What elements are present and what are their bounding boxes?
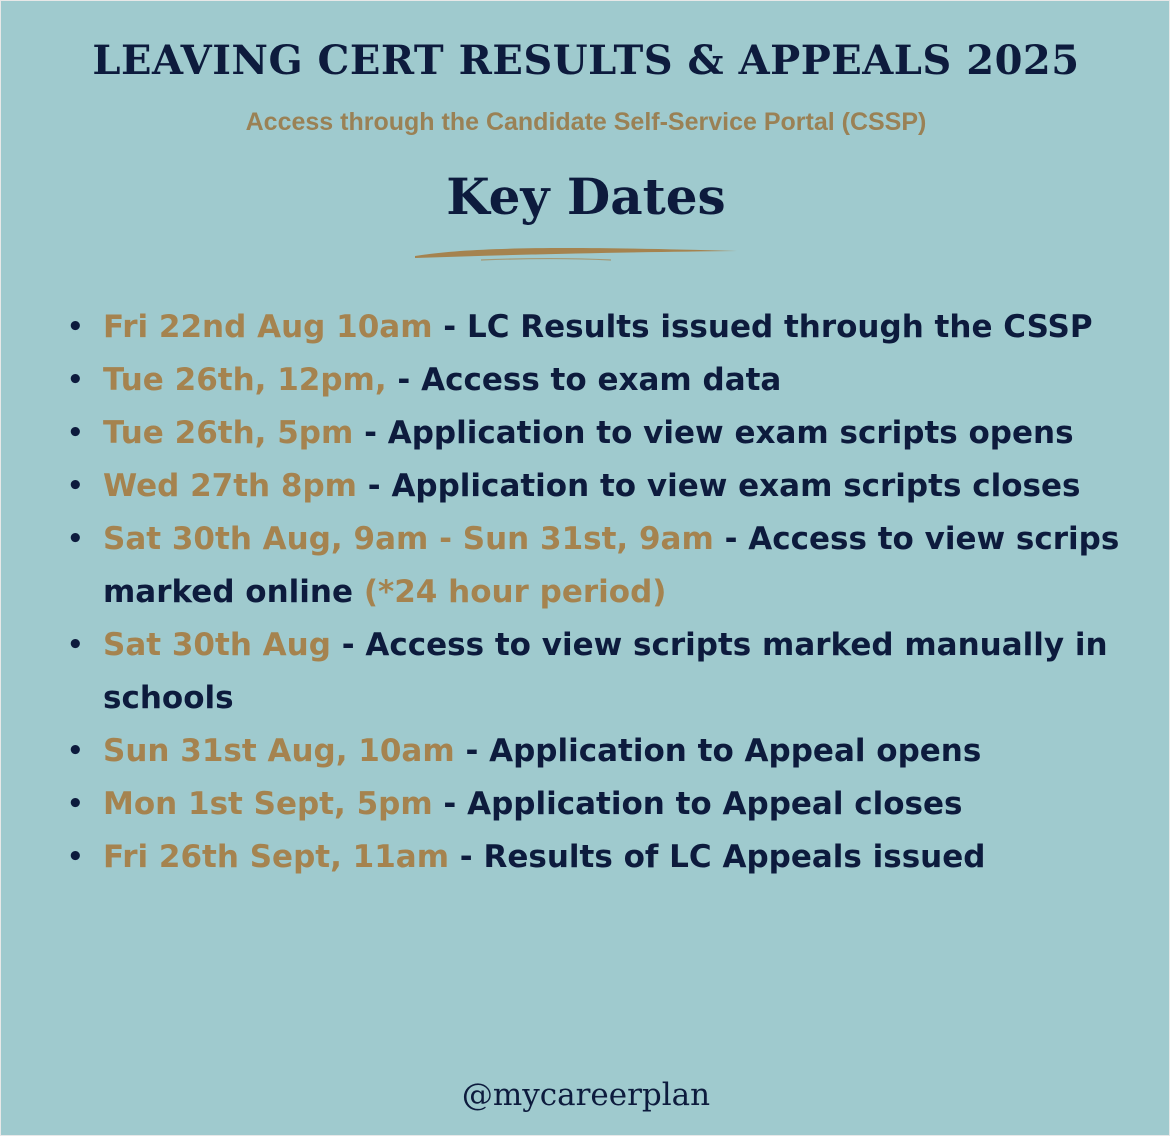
list-item — [1, 619, 1170, 725]
item-text: Results of LC Appeals issued — [483, 839, 986, 875]
item-separator: - — [330, 627, 366, 663]
item-separator: - — [432, 786, 468, 822]
list-item — [1, 460, 1170, 513]
item-date: Wed 27th 8pm — [103, 468, 357, 504]
item-text: Application to view exam scripts opens — [387, 415, 1074, 451]
item-separator: - — [353, 415, 388, 451]
bullet-icon: • — [67, 842, 84, 872]
bullet-icon: • — [67, 736, 84, 766]
item-text: Application to view exam scripts closes — [391, 468, 1081, 504]
item-separator: - — [356, 468, 392, 504]
gold-brush-divider — [411, 241, 741, 267]
bullet-icon: • — [67, 789, 84, 819]
item-text: LC Results issued through the CSSP — [466, 309, 1093, 345]
poster-title: LEAVING CERT RESULTS & APPEALS 2025 — [92, 37, 1080, 84]
poster-subtitle: Access through the Candidate Self-Service Portal (CSSP) — [245, 108, 927, 136]
item-date: Fri 26th Sept, 11am — [103, 839, 450, 875]
item-date: Mon 1st Sept, 5pm — [103, 786, 433, 822]
key-dates-list — [1, 301, 1170, 884]
list-item — [1, 301, 1170, 354]
item-separator: - — [432, 309, 467, 345]
bullet-icon: • — [67, 471, 84, 501]
item-date: Tue 26th, 5pm — [103, 415, 354, 451]
section-heading: Key Dates — [446, 167, 726, 226]
item-separator: - — [454, 733, 490, 769]
bullet-icon: • — [67, 524, 84, 554]
item-date: Sat 30th Aug, 9am - Sun 31st, 9am — [103, 521, 714, 557]
item-date: Sun 31st Aug, 10am — [103, 733, 455, 769]
item-date: Tue 26th, 12pm, — [103, 362, 387, 398]
list-item — [1, 725, 1170, 778]
social-handle: @mycareerplan — [461, 1077, 711, 1113]
list-item — [1, 831, 1170, 884]
item-separator: - — [449, 839, 484, 875]
bullet-icon: • — [67, 630, 84, 660]
bullet-icon: • — [67, 418, 84, 448]
item-text: Application to Appeal opens — [489, 733, 982, 769]
list-item — [1, 778, 1170, 831]
item-note: (*24 hour period) — [363, 574, 667, 610]
item-separator: - — [713, 521, 749, 557]
item-text: Access to view scrips marked online — [103, 521, 1120, 610]
bullet-icon: • — [67, 365, 84, 395]
item-text: Access to view scripts marked manually in schools — [103, 627, 1108, 716]
item-text: Application to Appeal closes — [467, 786, 963, 822]
item-text: Access to exam data — [421, 362, 782, 398]
list-item — [1, 407, 1170, 460]
list-item — [1, 354, 1170, 407]
item-date: Sat 30th Aug — [103, 627, 331, 663]
item-separator: - — [386, 362, 422, 398]
item-date: Fri 22nd Aug 10am — [103, 309, 433, 345]
list-item — [1, 513, 1170, 619]
bullet-icon: • — [67, 312, 84, 342]
